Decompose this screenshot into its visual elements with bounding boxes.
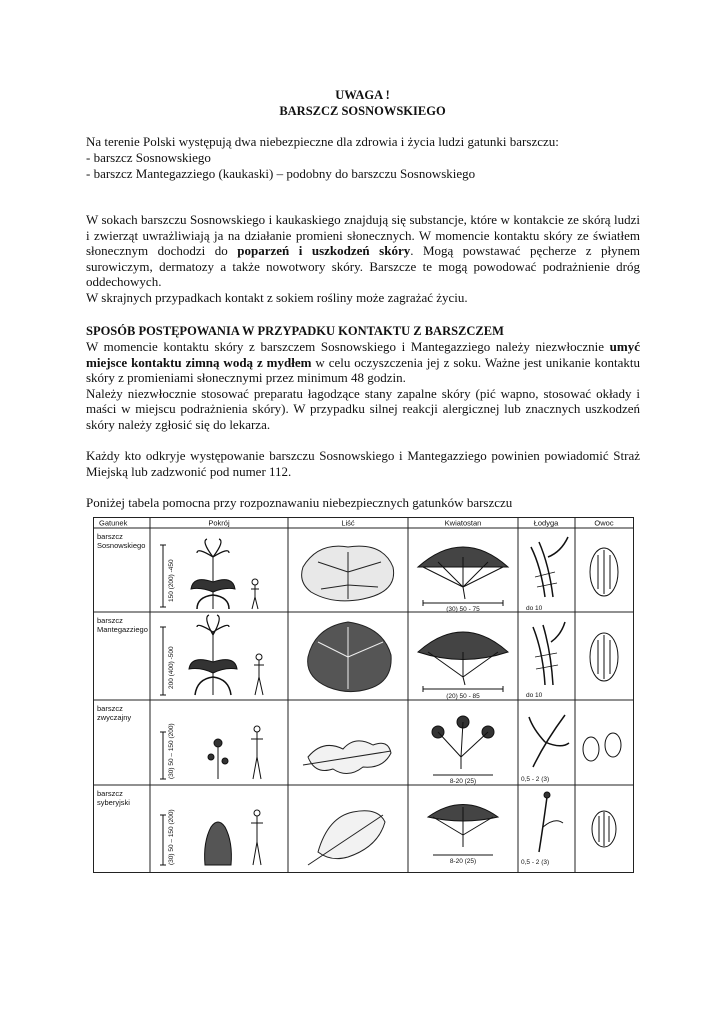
header-habit: Pokrój <box>208 518 230 528</box>
stem-size-4: 0,5 - 2 (3) <box>521 859 550 866</box>
flower-size-3: 8-20 (25) <box>449 778 477 785</box>
table-row-sosnowskiego <box>97 532 618 613</box>
title-plant-name: BARSZCZ SOSNOWSKIEGO <box>279 104 446 118</box>
stem-illustration-4 <box>539 792 563 852</box>
intro-line: Na terenie Polski występują dwa niebezpieczne dla zdrowia i życia ludzi gatunki barszczu: <box>86 134 559 149</box>
header-species: Gatunek <box>99 518 128 528</box>
leaf-illustration-2 <box>308 622 391 692</box>
table-row-zwyczajny <box>97 704 621 785</box>
title-warning: UWAGA ! <box>335 88 390 102</box>
identification-table-figure <box>93 517 634 873</box>
species-name-4b: syberyjski <box>97 798 130 807</box>
height-label-2: 200 (400) -500 <box>168 646 175 689</box>
stem-size-1: do 10 <box>526 605 543 612</box>
stem-illustration-1 <box>531 537 568 597</box>
flower-size-1: (30) 50 - 75 <box>446 606 480 613</box>
species-name-2a: barszcz <box>97 616 123 625</box>
stem-illustration-2 <box>533 622 565 685</box>
fruit-illustration-3 <box>583 733 621 761</box>
table-intro: Poniżej tabela pomocna przy rozpoznawaniu niebezpiecznych gatunków barszczu <box>86 495 513 510</box>
paragraph-effects-text-c: W skrajnych przypadkach kontakt z sokiem rośliny może zagrażać życiu. <box>86 289 468 305</box>
species-name-1a: barszcz <box>97 532 123 541</box>
species-name-2b: Mantegazziego <box>97 625 148 634</box>
intro-species-1: - barszcz Sosnowskiego <box>86 150 211 165</box>
fruit-illustration-4 <box>592 811 616 847</box>
paragraph-effects-bold: poparzeń i uszkodzeń skóry <box>237 243 411 259</box>
flower-illustration-3 <box>432 716 494 775</box>
species-name-4a: barszcz <box>97 789 123 798</box>
leaf-illustration-1 <box>302 546 394 601</box>
fruit-illustration-2 <box>590 633 618 681</box>
paragraph-procedure-bold: umyć miejsce kontaktu zimną wodą z mydłem <box>86 339 640 370</box>
header-leaf: Liść <box>341 518 355 528</box>
table-row-mantegazziego <box>97 615 618 700</box>
species-name-1b: Sosnowskiego <box>97 541 146 550</box>
fruit-illustration-1 <box>590 548 618 596</box>
habit-illustration-4 <box>160 810 263 865</box>
habit-illustration-3 <box>160 726 263 779</box>
paragraph-effects-text-a: W sokach barszczu Sosnowskiego i kaukaskiego znajdują się substancje, które w kontakcie ze skórą ludzi i zwierząt uwrażliwiają ja na działanie promieni słonecznych. W momencie kontaktu skóry ze światłem słonecznym dochodzi do <box>86 212 640 259</box>
flower-illustration-2 <box>418 632 508 692</box>
paragraph-procedure-text-b: w celu oczyszczenia jej z soku. Ważne jest unikanie kontaktu skóry z promieniami słonecznymi przez minimum 48 godzin. <box>86 354 640 386</box>
leaf-illustration-3 <box>303 741 391 774</box>
species-name-3b: zwyczajny <box>97 713 132 722</box>
paragraph-procedure-text-c: Należy niezwłocznie stosować preparatu łagodzące stany zapalne skóry (pić wapno, stosować okłady i maści w miejscu podrażnienia skóry). W przypadku silnej reakcji alergicznej lub znacznych uszkodzeń skóry należy zgłosić się do lekarza. <box>86 385 640 432</box>
flower-size-4: 8-20 (25) <box>449 858 477 865</box>
paragraph-effects-text-b: . Mogą powstawać pęcherze z płynem surowiczym, dermatozy a także nowotwory skóry. Barszcze te mogą powodować podrażnienie dróg oddechowych. <box>86 243 640 290</box>
section-heading: SPOSÓB POSTĘPOWANIA W PRZYPADKU KONTAKTU Z BARSZCZEM <box>86 324 504 338</box>
species-name-3a: barszcz <box>97 704 123 713</box>
habit-illustration-2 <box>160 615 264 695</box>
stem-size-3: 0,5 - 2 (3) <box>521 776 550 783</box>
stem-illustration-3 <box>529 715 569 767</box>
height-label-3: (30) 50 – 150 (200) <box>168 723 175 779</box>
leaf-illustration-4 <box>308 811 385 865</box>
flower-illustration-4 <box>428 805 498 856</box>
paragraph-procedure-text-a: W momencie kontaktu skóry z barszczem Sosnowskiego i Mantegazziego należy niezwłocznie <box>86 339 610 354</box>
paragraph-effects <box>86 212 640 306</box>
height-label-1: 150 (200) -450 <box>168 559 175 602</box>
header-stem: Łodyga <box>533 518 559 528</box>
flower-illustration-1 <box>418 547 508 606</box>
header-flower: Kwiatostan <box>444 518 482 528</box>
intro-species-2: - barszcz Mantegazziego (kaukaski) – podobny do barszczu Sosnowskiego <box>86 166 476 181</box>
header-fruit: Owoc <box>594 518 614 528</box>
paragraph-procedure <box>86 339 640 433</box>
stem-size-2: do 10 <box>526 692 543 699</box>
identification-table <box>93 517 634 873</box>
paragraph-report: Każdy kto odkryje występowanie barszczu Sosnowskiego i Mantegazziego powinien powiadomić Straż Miejską lub zadzwonić pod numer 112. <box>86 448 640 479</box>
flower-size-2: (20) 50 - 85 <box>446 693 480 700</box>
height-label-4: (30) 50 – 150 (200) <box>168 809 175 865</box>
